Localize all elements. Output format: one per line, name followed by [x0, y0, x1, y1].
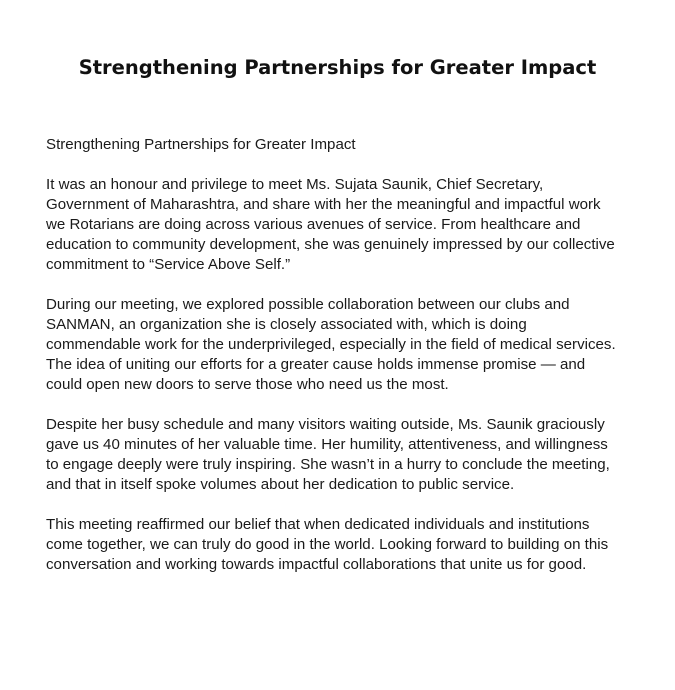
paragraph-line: could open new doors to serve those who need us the most.: [46, 376, 449, 393]
paragraph-line: conversation and working towards impactful collaborations that unite us for good.: [46, 556, 587, 573]
paragraph-line: commendable work for the underprivileged, especially in the field of medical services.: [46, 336, 616, 353]
paragraph-1: [46, 175, 646, 275]
paragraph-line: SANMAN, an organization she is closely associated with, which is doing: [46, 316, 527, 333]
subtitle-line: Strengthening Partnerships for Greater Impact: [46, 136, 356, 153]
paragraph-line: commitment to “Service Above Self.”: [46, 256, 291, 273]
paragraph-line: to engage deeply were truly inspiring. She wasn’t in a hurry to conclude the meeting,: [46, 456, 610, 473]
paragraph-2: [46, 295, 646, 395]
paragraph-3: [46, 415, 646, 495]
page-title: Strengthening Partnerships for Greater Impact: [78, 56, 597, 79]
paragraph-line: we Rotarians are doing across various avenues of service. From healthcare and: [46, 216, 581, 233]
paragraph-line: come together, we can truly do good in the world. Looking forward to building on this: [46, 536, 609, 553]
article-subtitle: [46, 135, 646, 155]
article-body: [46, 135, 646, 595]
paragraph-4: [46, 515, 646, 575]
paragraph-line: The idea of uniting our efforts for a greater cause holds immense promise — and: [46, 356, 586, 373]
paragraph-line: This meeting reaffirmed our belief that when dedicated individuals and institutions: [46, 516, 590, 533]
paragraph-line: gave us 40 minutes of her valuable time. Her humility, attentiveness, and willingness: [46, 436, 608, 453]
paragraph-line: It was an honour and privilege to meet Ms. Sujata Saunik, Chief Secretary,: [46, 176, 544, 193]
paragraph-line: During our meeting, we explored possible collaboration between our clubs and: [46, 296, 570, 313]
paragraph-line: and that in itself spoke volumes about her dedication to public service.: [46, 476, 515, 493]
paragraph-line: Despite her busy schedule and many visitors waiting outside, Ms. Saunik graciously: [46, 416, 605, 433]
paragraph-line: Government of Maharashtra, and share with her the meaningful and impactful work: [46, 196, 601, 213]
paragraph-line: education to community development, she was genuinely impressed by our collective: [46, 236, 615, 253]
